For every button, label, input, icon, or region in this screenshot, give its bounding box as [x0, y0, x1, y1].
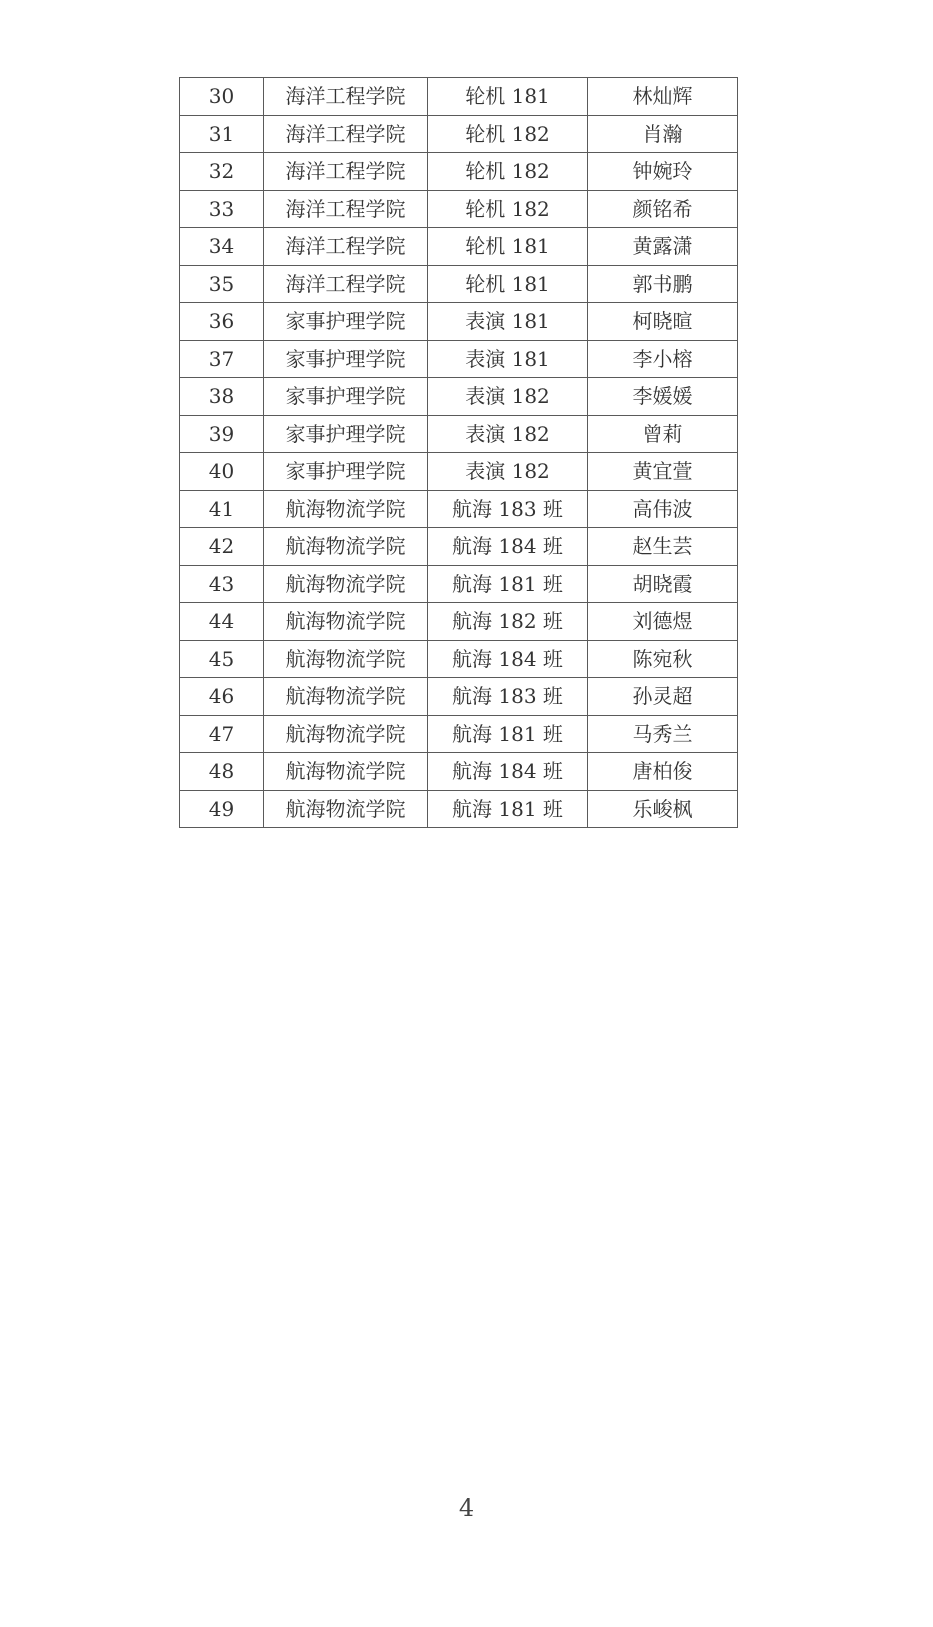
page-number: 4	[458, 1494, 475, 1522]
college-cell: 家事护理学院	[264, 378, 428, 416]
class-cell: 航海 181 班	[428, 790, 588, 828]
roster-table-body	[180, 78, 738, 828]
row-number-cell: 31	[180, 115, 264, 153]
row-number-cell: 48	[180, 753, 264, 791]
table-row	[180, 340, 738, 378]
table-row	[180, 640, 738, 678]
student-name-cell: 钟婉玲	[588, 153, 738, 191]
table-row	[180, 265, 738, 303]
table-row	[180, 453, 738, 491]
college-cell: 海洋工程学院	[264, 265, 428, 303]
student-name-cell: 胡晓霞	[588, 565, 738, 603]
college-cell: 家事护理学院	[264, 303, 428, 341]
row-number-cell: 39	[180, 415, 264, 453]
table-row	[180, 415, 738, 453]
class-cell: 航海 182 班	[428, 603, 588, 641]
table-row	[180, 603, 738, 641]
college-cell: 航海物流学院	[264, 753, 428, 791]
college-cell: 航海物流学院	[264, 640, 428, 678]
class-cell: 轮机 181	[428, 265, 588, 303]
row-number-cell: 43	[180, 565, 264, 603]
class-cell: 轮机 182	[428, 115, 588, 153]
student-name-cell: 柯晓暄	[588, 303, 738, 341]
student-name-cell: 曾莉	[588, 415, 738, 453]
student-name-cell: 肖瀚	[588, 115, 738, 153]
row-number-cell: 36	[180, 303, 264, 341]
table-row	[180, 565, 738, 603]
college-cell: 航海物流学院	[264, 603, 428, 641]
student-name-cell: 刘德煜	[588, 603, 738, 641]
class-cell: 轮机 182	[428, 190, 588, 228]
class-cell: 航海 181 班	[428, 715, 588, 753]
class-cell: 航海 184 班	[428, 753, 588, 791]
college-cell: 海洋工程学院	[264, 115, 428, 153]
table-row	[180, 753, 738, 791]
row-number-cell: 44	[180, 603, 264, 641]
student-name-cell: 李小榕	[588, 340, 738, 378]
student-name-cell: 林灿辉	[588, 78, 738, 116]
table-row	[180, 190, 738, 228]
row-number-cell: 47	[180, 715, 264, 753]
class-cell: 航海 183 班	[428, 678, 588, 716]
college-cell: 家事护理学院	[264, 453, 428, 491]
college-cell: 海洋工程学院	[264, 190, 428, 228]
class-cell: 轮机 181	[428, 228, 588, 266]
row-number-cell: 37	[180, 340, 264, 378]
student-name-cell: 李媛媛	[588, 378, 738, 416]
table-row	[180, 715, 738, 753]
student-name-cell: 马秀兰	[588, 715, 738, 753]
class-cell: 表演 181	[428, 303, 588, 341]
student-roster-table	[179, 77, 738, 828]
table-row	[180, 490, 738, 528]
student-name-cell: 赵生芸	[588, 528, 738, 566]
class-cell: 表演 182	[428, 378, 588, 416]
table-row	[180, 303, 738, 341]
row-number-cell: 41	[180, 490, 264, 528]
row-number-cell: 35	[180, 265, 264, 303]
class-cell: 表演 182	[428, 453, 588, 491]
table-row	[180, 153, 738, 191]
class-cell: 航海 183 班	[428, 490, 588, 528]
class-cell: 航海 181 班	[428, 565, 588, 603]
row-number-cell: 42	[180, 528, 264, 566]
college-cell: 海洋工程学院	[264, 228, 428, 266]
student-name-cell: 乐峻枫	[588, 790, 738, 828]
student-name-cell: 颜铭希	[588, 190, 738, 228]
college-cell: 家事护理学院	[264, 340, 428, 378]
college-cell: 海洋工程学院	[264, 78, 428, 116]
row-number-cell: 38	[180, 378, 264, 416]
row-number-cell: 49	[180, 790, 264, 828]
table-row	[180, 790, 738, 828]
student-name-cell: 唐柏俊	[588, 753, 738, 791]
table-row	[180, 678, 738, 716]
college-cell: 航海物流学院	[264, 715, 428, 753]
row-number-cell: 40	[180, 453, 264, 491]
college-cell: 家事护理学院	[264, 415, 428, 453]
class-cell: 表演 181	[428, 340, 588, 378]
class-cell: 轮机 182	[428, 153, 588, 191]
student-name-cell: 黄宜萱	[588, 453, 738, 491]
table-row	[180, 115, 738, 153]
table-row	[180, 528, 738, 566]
college-cell: 航海物流学院	[264, 565, 428, 603]
college-cell: 航海物流学院	[264, 528, 428, 566]
row-number-cell: 45	[180, 640, 264, 678]
student-name-cell: 黄露潇	[588, 228, 738, 266]
row-number-cell: 46	[180, 678, 264, 716]
college-cell: 海洋工程学院	[264, 153, 428, 191]
table-row	[180, 378, 738, 416]
class-cell: 航海 184 班	[428, 640, 588, 678]
row-number-cell: 34	[180, 228, 264, 266]
row-number-cell: 33	[180, 190, 264, 228]
college-cell: 航海物流学院	[264, 678, 428, 716]
student-name-cell: 孙灵超	[588, 678, 738, 716]
class-cell: 航海 184 班	[428, 528, 588, 566]
table-row	[180, 228, 738, 266]
table-row	[180, 78, 738, 116]
college-cell: 航海物流学院	[264, 490, 428, 528]
row-number-cell: 32	[180, 153, 264, 191]
student-name-cell: 郭书鹏	[588, 265, 738, 303]
student-name-cell: 陈宛秋	[588, 640, 738, 678]
class-cell: 轮机 181	[428, 78, 588, 116]
college-cell: 航海物流学院	[264, 790, 428, 828]
class-cell: 表演 182	[428, 415, 588, 453]
row-number-cell: 30	[180, 78, 264, 116]
student-name-cell: 高伟波	[588, 490, 738, 528]
